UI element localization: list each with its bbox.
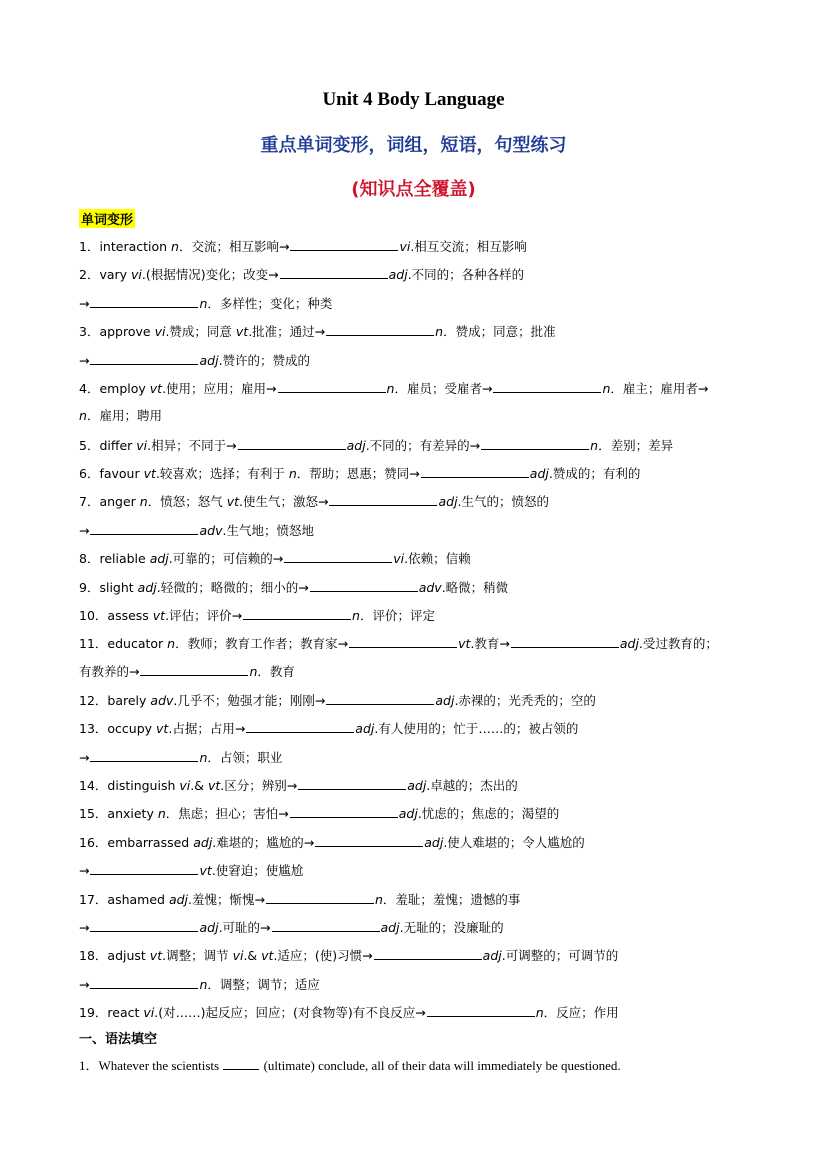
line-text: 10．assess [79,608,153,623]
word-form-line [79,662,295,681]
page-subtitle: 重点单词变形，词组，短语，句型练习 [260,135,567,156]
part-of-speech: adj [168,892,189,907]
word-form-line [79,918,504,937]
part-of-speech: n [602,381,611,396]
part-of-speech: n [386,381,395,396]
part-of-speech: adj [199,920,219,935]
part-of-speech: vi [399,239,411,254]
part-of-speech: n [139,494,148,509]
part-of-speech: adj [398,806,418,821]
part-of-speech: adj [137,580,157,595]
part-of-speech: vt [143,466,156,481]
line-text: 13．occupy [79,721,157,736]
line-text: ．反应；作用 [543,1005,619,1020]
part-of-speech: adv [150,693,174,708]
line-text: 9．slight [79,580,138,595]
q1-answer-blank[interactable] [223,1056,259,1070]
part-of-speech: adj [438,494,458,509]
word-form-line [79,379,708,398]
word-form-line [79,521,314,540]
line-text: ．雇用；聘用 [86,408,162,423]
line-text: .轻微的；略微的；细小的→ [156,580,309,595]
line-text: .调整；调节 [162,948,233,963]
part-of-speech: adj [435,693,455,708]
part-of-speech: n [352,608,360,623]
line-text: .赞成；同意 [165,324,236,339]
line-text: .相异；不同于→ [147,438,237,453]
answer-blank[interactable] [90,521,198,535]
line-text: 1．interaction [79,239,172,254]
answer-blank[interactable] [326,322,434,336]
part-of-speech: vt [156,721,169,736]
answer-blank[interactable] [278,379,386,393]
word-form-line [79,719,578,738]
answer-blank[interactable] [90,975,198,989]
line-text: .忧虑的；焦虑的；渴望的 [417,806,560,821]
part-of-speech: adv [199,523,223,538]
line-text: → [79,977,90,992]
line-text: .使用；应用；雇用→ [162,381,277,396]
line-text: ．教育 [257,664,295,679]
word-form-line [79,606,435,625]
part-of-speech: n [79,408,87,423]
answer-blank[interactable] [421,464,529,478]
answer-blank[interactable] [90,294,198,308]
part-of-speech: vt [152,608,166,623]
line-text: ．教师；教育工作者；教育家→ [175,636,349,651]
word-form-line [79,776,518,795]
page-title: Unit 4 Body Language [322,89,505,110]
word-form-line [79,578,508,597]
line-text: → [79,353,90,368]
line-text: ．交流；相互影响→ [178,239,290,254]
line-text: → [79,296,90,311]
word-form-line [79,549,471,568]
line-text: .羞愧；惭愧→ [188,892,265,907]
part-of-speech: adj [424,835,444,850]
word-form-line [79,492,549,511]
word-form-line [79,265,524,284]
answer-blank[interactable] [310,578,418,592]
word-form-line [79,1003,619,1022]
line-text: .赞许的；赞成的 [218,353,311,368]
section-grammar-heading: 一、语法填空 [79,1032,158,1047]
line-text: .难堪的；尴尬的→ [212,835,315,850]
part-of-speech: vt [149,948,163,963]
line-text: 12．barely [79,693,151,708]
line-text: .生气的；愤怒的 [457,494,550,509]
part-of-speech: adj [193,835,213,850]
line-text: ．调整；调节；适应 [207,977,320,992]
line-text: .无耻的；没廉耻的 [399,920,504,935]
part-of-speech: vt [149,381,163,396]
line-text: .有人使用的；忙于……的；被占领的 [374,721,579,736]
line-text: .几乎不；勉强才能；刚刚→ [173,693,326,708]
part-of-speech: n [171,239,179,254]
line-text: .不同的；各种各样的 [407,267,525,282]
answer-blank[interactable] [243,606,351,620]
line-text: .依赖；信赖 [404,551,471,566]
part-of-speech: n [157,806,166,821]
part-of-speech: adj [346,438,366,453]
line-text: 6．favour [79,466,144,481]
line-text: .使人难堪的；令人尴尬的 [443,835,585,850]
part-of-speech: n [535,1005,544,1020]
answer-blank[interactable] [374,946,482,960]
line-text: .相互交流；相互影响 [410,239,527,254]
answer-blank[interactable] [290,804,398,818]
line-text: .不同的；有差异的→ [365,438,481,453]
line-text: .区分；辨别→ [220,778,298,793]
line-text: .教育→ [470,636,510,651]
word-form-line [79,748,282,767]
line-text: .可靠的；可信赖的→ [168,551,284,566]
part-of-speech: n [374,892,383,907]
part-of-speech: vt [261,948,274,963]
part-of-speech: adj [388,267,408,282]
grammar-question-1 [79,1055,621,1074]
part-of-speech: vt [199,863,212,878]
part-of-speech: vi [393,551,405,566]
word-form-line [79,861,303,880]
word-form-line [79,804,559,823]
part-of-speech: vt [207,778,221,793]
part-of-speech: adj [407,778,427,793]
answer-blank[interactable] [90,351,198,365]
line-text: .较喜欢；选择；有利于 [155,466,289,481]
line-text: 14．distinguish [79,778,180,793]
line-text: ．差别；差异 [598,438,674,453]
line-text: .& [243,948,262,963]
line-text: 有教养的→ [79,664,140,679]
line-text: .(对……)起反应；回应；(对食物等)有不良反应→ [154,1005,426,1020]
line-text: 8．reliable [79,551,150,566]
line-text: ．帮助；恩惠；赞同→ [296,466,420,481]
line-text: → [79,920,90,935]
part-of-speech: vi [143,1005,155,1020]
word-form-line [79,890,520,909]
line-text: .适应；(使)习惯→ [273,948,373,963]
part-of-speech: adj [529,466,549,481]
part-of-speech: n [167,636,176,651]
answer-blank[interactable] [326,691,434,705]
part-of-speech: vt [235,324,249,339]
word-form-line [79,237,527,256]
line-text: .(根据情况)变化；改变→ [141,267,279,282]
part-of-speech: adj [380,920,400,935]
line-text: → [79,750,90,765]
line-text: 15．anxiety [79,806,158,821]
line-text: .使窘迫；使尴尬 [211,863,304,878]
answer-blank[interactable] [272,918,380,932]
answer-blank[interactable] [266,890,374,904]
line-text: ．雇员；受雇者→ [394,381,493,396]
answer-blank[interactable] [290,237,398,251]
answer-blank[interactable] [481,436,589,450]
word-form-line [79,833,585,852]
line-text: .卓越的；杰出的 [426,778,518,793]
part-of-speech: vi [136,438,148,453]
line-text: ．雇主；雇用者→ [610,381,709,396]
line-text: ．赞成；同意；批准 [443,324,556,339]
q1-text-before: 1．Whatever the scientists [79,1058,223,1073]
line-text: ．多样性；变化；种类 [207,296,333,311]
answer-blank[interactable] [90,748,198,762]
line-text: ．羞耻；羞愧；遗憾的事 [382,892,521,907]
line-text: 19．react [79,1005,144,1020]
line-text: .生气地；愤怒地 [222,523,314,538]
line-text: .受过教育的； [638,636,718,651]
answer-blank[interactable] [511,634,619,648]
answer-blank[interactable] [329,492,437,506]
line-text: 5．differ [79,438,137,453]
word-form-line [79,407,162,425]
part-of-speech: adv [418,580,442,595]
coverage-note: (知识点全覆盖) [351,179,476,200]
part-of-speech: vi [154,324,166,339]
part-of-speech: vi [131,267,142,282]
answer-blank[interactable] [315,833,423,847]
line-text: .赞成的；有利的 [548,466,641,481]
line-text: .评估；评价→ [165,608,243,623]
line-text: 11．educator [79,636,168,651]
line-text: .可调整的；可调节的 [501,948,619,963]
line-text: .& [190,778,208,793]
answer-blank[interactable] [427,1003,535,1017]
answer-blank[interactable] [246,719,354,733]
word-form-line [79,322,556,341]
part-of-speech: adj [149,551,169,566]
line-text: ．评价；评定 [359,608,435,623]
answer-blank[interactable] [238,436,346,450]
line-text: .可耻的→ [218,920,271,935]
line-text: 16．embarrassed [79,835,194,850]
word-form-line [79,946,618,965]
word-form-line [79,464,640,483]
line-text: ．占领；职业 [207,750,283,765]
part-of-speech: n [199,977,208,992]
line-text: .赤裸的；光秃秃的；空的 [454,693,596,708]
section-word-forms-heading: 单词变形 [79,209,135,228]
part-of-speech: n [288,466,297,481]
line-text: 3．approve [79,324,155,339]
q1-text-after: (ultimate) conclude, all of their data will immediately be questioned. [260,1058,621,1073]
part-of-speech: adj [199,353,219,368]
part-of-speech: vt [226,494,240,509]
answer-blank[interactable] [90,918,198,932]
line-text: 17．ashamed [79,892,169,907]
part-of-speech: n [590,438,599,453]
part-of-speech: vi [232,948,244,963]
part-of-speech: n [249,664,258,679]
line-text: → [79,863,90,878]
part-of-speech: n [199,750,208,765]
answer-blank[interactable] [349,634,457,648]
line-text: ．焦虑；担心；害怕→ [165,806,289,821]
line-text: .占据；占用→ [168,721,246,736]
word-form-line [79,351,310,370]
part-of-speech: vi [179,778,191,793]
answer-blank[interactable] [90,861,198,875]
line-text: .使生气；激怒→ [239,494,329,509]
word-form-line [79,975,320,994]
line-text: 4．employ [79,381,150,396]
word-form-line [79,294,332,313]
line-text: .略微；稍微 [441,580,509,595]
line-text: .批准；通过→ [248,324,326,339]
word-form-line [79,436,673,455]
answer-blank[interactable] [140,662,248,676]
part-of-speech: adj [482,948,502,963]
line-text: 7．anger [79,494,140,509]
line-text: → [79,523,90,538]
line-text: 2．vary [79,267,132,282]
answer-blank[interactable] [284,549,392,563]
part-of-speech: n [199,296,208,311]
word-form-line [79,634,718,653]
part-of-speech: vt [458,636,471,651]
answer-blank[interactable] [298,776,406,790]
line-text: 18．adjust [79,948,150,963]
part-of-speech: n [435,324,444,339]
answer-blank[interactable] [280,265,388,279]
word-form-line [79,691,596,710]
part-of-speech: adj [619,636,639,651]
part-of-speech: adj [355,721,375,736]
line-text: ．愤怒；怒气 [147,494,227,509]
answer-blank[interactable] [493,379,601,393]
